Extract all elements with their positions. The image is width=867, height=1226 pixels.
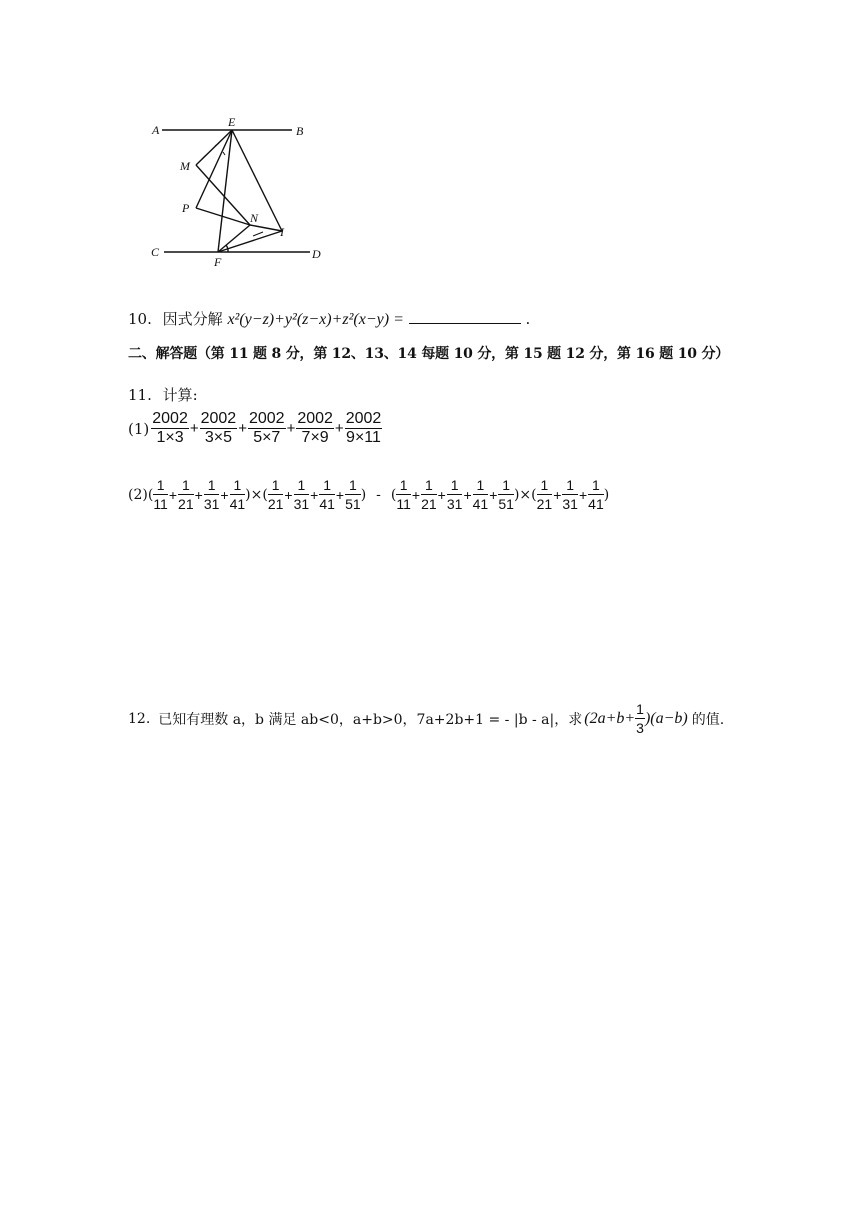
q10-text: 因式分解 (162, 310, 223, 328)
question-10 (128, 308, 530, 329)
fraction: $\frac{1}{41}$ (472, 477, 489, 512)
q12-text: 已知有理数 a，b 满足 ab<0，a+b>0，7a+2b+1 = - |b - a|，求 (158, 711, 583, 728)
question-11-title (128, 384, 198, 405)
q10-end: . (525, 310, 531, 328)
section-2-heading: 二、解答题（第 11 题 8 分，第 12、13、14 每题 10 分，第 15 题 12 分，第 16 题 10 分） (128, 346, 730, 362)
label-i: I (280, 225, 284, 239)
label-m: M (180, 159, 190, 173)
q11-part-1: (1) $\frac{2002}{1\times 3}$ + $\frac{2002}{3\times 5}$ + $\frac{2002}{5\times 7}$ + $\frac{2002}{7\times 9}$ + $\frac{2002}{9\times 11}$ (128, 410, 382, 446)
fraction: $\frac{1}{31}$ (446, 477, 463, 512)
fraction: $\frac{1}{51}$ (345, 477, 361, 512)
fraction: $\frac{1}{31}$ (293, 477, 310, 512)
label-f: F (214, 255, 222, 269)
fraction: $\frac{1}{21}$ (536, 477, 553, 512)
fraction: $\frac{1}{11}$ (153, 477, 168, 512)
q11-part-2: (2) ( $\frac{1}{11}$ + $\frac{1}{21}$ + $\frac{1}{31}$ + $\frac{1}{41}$ )×( $\frac{1}{21}$ + $\frac{1}{31}$ + $\frac{1}{41}$ + $\frac{1}{51}$ ) - ( $\frac{1}{11}$ + $\frac{1}{21}$ + $\frac{1}{31}$ + $\frac{1}{41}$ + $\frac{1}{51}$ )×( $\frac{1}{21}$ + $\frac{1}{31}$ + $\frac{1}{41}$ ) (128, 477, 610, 512)
q12-expr-pre: (2a+b+ (584, 709, 636, 727)
q10-expression: x²(y−z)+y²(z−x)+z²(x−y) = (227, 311, 404, 328)
fraction: $\frac{2002}{5\times 7}$ (248, 410, 285, 446)
q12-expr-post: )(a−b) (644, 709, 688, 727)
q11-part2-marker: (2) (128, 486, 148, 503)
label-c: C (151, 245, 160, 259)
label-a: A (152, 123, 160, 137)
segment-ep (196, 130, 232, 208)
fraction: $\frac{1}{41}$ (588, 477, 604, 512)
segment-fn (218, 225, 250, 252)
q11-part1-marker: (1) (128, 419, 150, 438)
fraction: $\frac{1}{31}$ (562, 477, 578, 512)
angle-mark-f (226, 245, 228, 252)
fraction: $\frac{2002}{9\times 11}$ (345, 410, 382, 446)
label-d: D (312, 247, 321, 261)
segment-ni (250, 225, 282, 231)
q12-number: 12. (128, 710, 151, 727)
label-e: E (228, 115, 236, 129)
fraction: $\frac{1}{41}$ (319, 477, 335, 512)
fraction-one-third: $\frac{1}{3}$ (636, 701, 644, 736)
q11-number: 11. (128, 386, 152, 404)
q10-answer-blank (409, 323, 521, 324)
label-p: P (182, 201, 190, 215)
q10-number: 10. (128, 310, 152, 328)
minus-sign: - (376, 486, 381, 503)
fraction: $\frac{2002}{7\times 9}$ (297, 410, 333, 446)
fraction: $\frac{1}{41}$ (229, 477, 246, 512)
fraction: $\frac{1}{51}$ (498, 477, 514, 512)
q11-label: 计算: (162, 386, 198, 404)
fraction: $\frac{2002}{1\times 3}$ (152, 410, 188, 446)
geometry-figure (140, 112, 340, 272)
fraction: $\frac{2002}{3\times 5}$ (200, 410, 237, 446)
q12-end: 的值. (691, 711, 725, 728)
fraction: $\frac{1}{11}$ (396, 477, 411, 512)
fraction: $\frac{1}{21}$ (421, 477, 437, 512)
fraction: $\frac{1}{21}$ (178, 477, 194, 512)
label-n: N (250, 211, 259, 225)
segment-em (196, 130, 232, 165)
fraction: $\frac{1}{21}$ (267, 477, 284, 512)
fraction: $\frac{1}{31}$ (203, 477, 220, 512)
question-12 (128, 700, 724, 737)
label-b: B (296, 124, 304, 138)
